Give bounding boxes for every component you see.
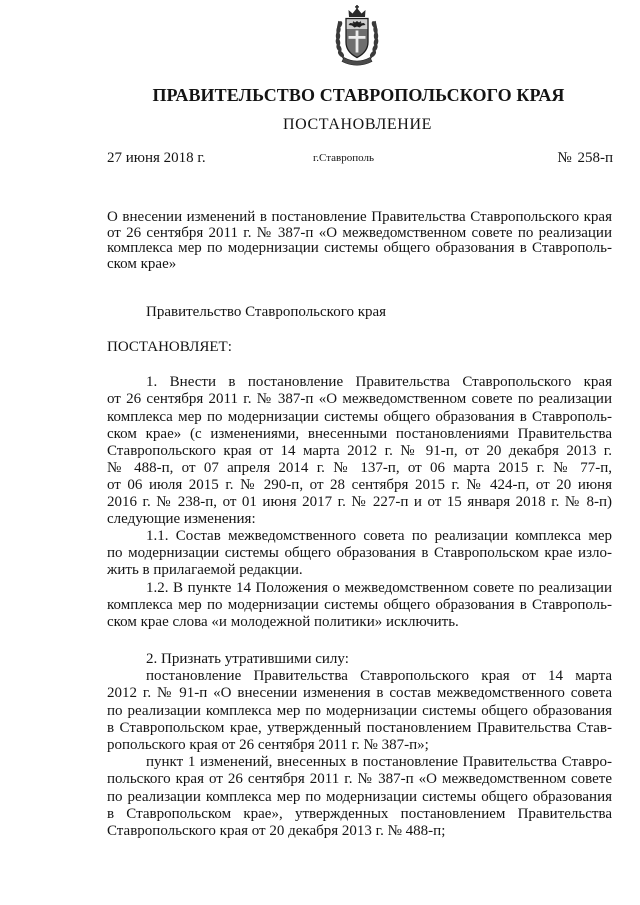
subject-line: ском крае» <box>107 255 177 272</box>
item-1-line: следующие изменения: <box>107 511 256 528</box>
emblem-shield <box>346 19 368 58</box>
coat-of-arms-icon <box>329 5 385 67</box>
item-1-line: 1. Внести в постановление Правительства Ставропольского края <box>146 374 612 391</box>
item-2 <box>107 651 612 840</box>
emblem-cross <box>356 31 359 53</box>
item-1-2-line: 1.2. В пункте 14 Положения о межведомственном совете по реализации <box>146 579 612 596</box>
item-1-line: № 488-п, от 07 апреля 2014 г. № 137-п, от 06 марта 2015 г. № 77-п, <box>107 459 612 476</box>
item-1-2-line: ском крае слова «и молодежной политики» исключить. <box>107 613 459 630</box>
item-1-line: Ставропольского края от 14 марта 2012 г. № 91-п, от 20 декабря 2013 г. <box>107 442 612 459</box>
item-1-line: от 26 сентября 2011 г. № 387-п «О межведомственном совете по реализации <box>107 391 612 408</box>
subject-line: комплекса мер по модернизации системы общего образования в Ставрополь- <box>107 240 612 256</box>
resolves-heading: ПОСТАНОВЛЯЕТ: <box>107 339 232 355</box>
item-2-heading: 2. Признать утратившими силу: <box>146 651 349 667</box>
item-1 <box>107 374 612 630</box>
item-2-b-line: в Ставропольском крае», утвержденных постановлением Правительства <box>107 805 612 822</box>
item-1-1-line: жить в прилагаемой редакции. <box>107 562 303 579</box>
subject-line: О внесении изменений в постановление Правительства Ставропольского края <box>107 209 612 225</box>
item-2-a-line: по реализации комплекса мер по модернизации системы общего образования <box>107 702 612 719</box>
item-2-b-line: польского края от 26 сентября 2011 г. № 387-п «О межведомственном совете <box>107 771 612 788</box>
document-number: № 258-п <box>557 150 613 166</box>
document-type: ПОСТАНОВЛЕНИЕ <box>283 116 432 133</box>
item-2-a-line: ропольского края от 26 сентября 2011 г. № 387-п»; <box>107 737 429 754</box>
item-1-2-line: комплекса мер по модернизации системы общего образования в Ставрополь- <box>107 596 612 613</box>
item-1-line: комплекса мер по модернизации системы общего образования в Ставрополь- <box>107 408 612 425</box>
emblem-crown <box>349 5 366 17</box>
document-city: г.Ставрополь <box>313 152 374 164</box>
item-1-line: 2016 г. № 238-п, от 01 июня 2017 г. № 227-п и от 15 января 2018 г. № 8-п) <box>107 494 612 511</box>
item-2-b-line: Ставропольского края от 20 декабря 2013 г. № 488-п; <box>107 823 446 840</box>
item-2-a-line: 2012 г. № 91-п «О внесении изменения в состав межведомственного совета <box>107 685 612 702</box>
item-2-b-line: по реализации комплекса мер по модернизации системы общего образования <box>107 788 612 805</box>
emblem-ribbon <box>342 58 372 66</box>
item-2-a-line: постановление Правительства Ставропольского края от 14 марта <box>146 668 612 685</box>
item-2-b-line: пункт 1 изменений, внесенных в постановление Правительства Ставро- <box>146 754 612 771</box>
issuer-title: ПРАВИТЕЛЬСТВО СТАВРОПОЛЬСКОГО КРАЯ <box>152 85 565 105</box>
subject-line: от 26 сентября 2011 г. № 387-п «О межведомственном совете по реализации <box>107 224 612 241</box>
item-1-1-line: 1.1. Состав межведомственного совета по реализации комплекса мер <box>146 528 612 545</box>
item-1-line: от 06 июля 2015 г. № 290-п, от 28 сентября 2015 г. № 424-п, от 20 июня <box>107 476 612 493</box>
preamble: Правительство Ставропольского края <box>146 304 387 320</box>
document-date: 27 июня 2018 г. <box>107 150 206 166</box>
document-subject <box>107 210 612 272</box>
item-1-line: ском крае» (с изменениями, внесенными постановлениями Правительства <box>107 425 612 442</box>
item-2-a-line: в Ставропольском крае, утвержденный постановлением Правительства Став- <box>107 719 612 736</box>
item-1-1-line: по модернизации системы общего образования в Ставропольском крае изло- <box>107 545 612 562</box>
